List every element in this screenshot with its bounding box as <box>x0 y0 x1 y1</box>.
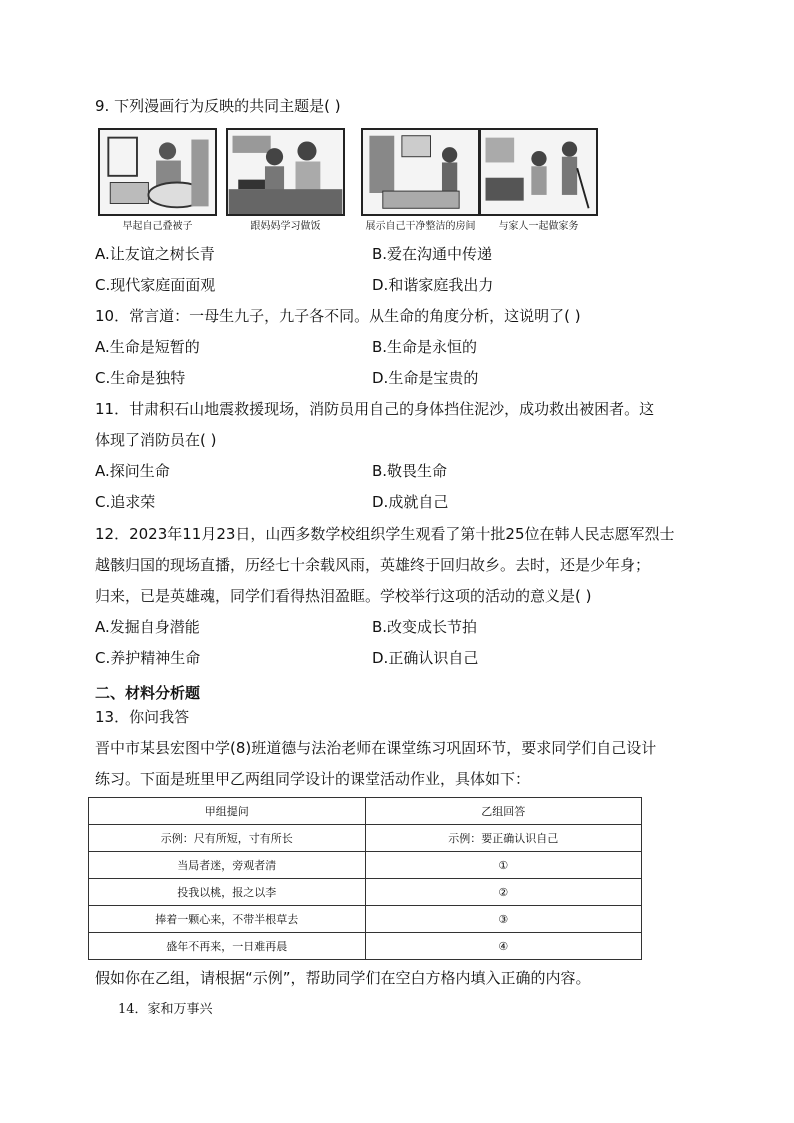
comic-illustration <box>100 130 215 214</box>
table-cell-question: 投我以桃，报之以李 <box>89 879 366 906</box>
q9-option-d: D.和谐家庭我出力 <box>372 276 494 294</box>
q13-intro-line-2: 练习。下面是班里甲乙两组同学设计的课堂活动作业，具体如下： <box>95 770 531 788</box>
table-row <box>89 852 642 879</box>
q12-option-b: B.改变成长节拍 <box>372 618 478 636</box>
q11-option-c: C.追求荣 <box>95 493 156 511</box>
q10-option-b: B.生命是永恒的 <box>372 338 478 356</box>
q12-stem-line-1: 12．2023年11月23日，山西多数学校组织学生观看了第十批25位在韩人民志愿军烈士 <box>95 525 675 543</box>
table-row <box>89 906 642 933</box>
q12-option-a: A.发掘自身潜能 <box>95 618 200 636</box>
q11-stem-line-1: 11．甘肃积石山地震救援现场，消防员用自己的身体挡住泥沙，成功救出被困者。这 <box>95 400 655 418</box>
table-header-row <box>89 798 642 825</box>
table-cell-answer: ③ <box>365 906 642 933</box>
table-cell-question: 盛年不再来，一日难再晨 <box>89 933 366 960</box>
table-row <box>89 825 642 852</box>
q12-stem-line-3: 归来，已是英雄魂，同学们看得热泪盈眶。学校举行这项的活动的意义是( ) <box>95 587 592 605</box>
comic-panel-housework <box>479 128 598 216</box>
q11-option-d: D.成就自己 <box>372 493 449 511</box>
table-header-cell: 甲组提问 <box>89 798 366 825</box>
comic-panel-clean-room <box>361 128 480 216</box>
q10-option-d: D.生命是宝贵的 <box>372 369 479 387</box>
q9-comic-strip <box>98 128 598 232</box>
q12-option-d: D.正确认识自己 <box>372 649 479 667</box>
q12-option-c: C.养护精神生命 <box>95 649 201 667</box>
comic-illustration <box>481 130 596 214</box>
table-cell-answer: ② <box>365 879 642 906</box>
section-heading: 二、材料分析题 <box>95 684 201 702</box>
q9-option-a: A.让友谊之树长青 <box>95 245 215 263</box>
table-cell-answer: 示例：要正确认识自己 <box>365 825 642 852</box>
q11-stem-line-2: 体现了消防员在( ) <box>95 431 217 449</box>
table-cell-answer: ④ <box>365 933 642 960</box>
q12-stem-line-2: 越骸归国的现场直播，历经七十余载风雨，英雄终于回归故乡。去时，还是少年身； <box>95 556 651 574</box>
table-header-cell: 乙组回答 <box>365 798 642 825</box>
table-cell-question: 示例：尺有所短，寸有所长 <box>89 825 366 852</box>
table-cell-question: 捧着一颗心来，不带半根草去 <box>89 906 366 933</box>
q13-intro-line-1: 晋中市某县宏图中学(8)班道德与法治老师在课堂练习巩固环节，要求同学们自己设计 <box>95 739 657 757</box>
table-cell-question: 当局者迷，旁观者清 <box>89 852 366 879</box>
q13-table <box>88 797 642 960</box>
q9-option-c: C.现代家庭面面观 <box>95 276 216 294</box>
q10-option-a: A.生命是短暂的 <box>95 338 200 356</box>
comic-panel-cooking <box>226 128 345 216</box>
table-cell-answer: ① <box>365 852 642 879</box>
comic-caption-3: 展示自己干净整洁的房间 <box>365 221 476 232</box>
q13-instruction: 假如你在乙组，请根据“示例”，帮助同学们在空白方格内填入正确的内容。 <box>95 969 591 987</box>
comic-caption-2: 跟妈妈学习做饭 <box>250 221 321 232</box>
q9-stem: 9. 下列漫画行为反映的共同主题是( ) <box>95 97 341 115</box>
q11-option-a: A.探问生命 <box>95 462 170 480</box>
table-row <box>89 879 642 906</box>
comic-caption-4: 与家人一起做家务 <box>498 221 579 232</box>
comic-illustration <box>363 130 478 214</box>
q14-title: 14．家和万事兴 <box>118 1002 213 1017</box>
q10-stem: 10．常言道：一母生九子，九子各不同。从生命的角度分析，这说明了( ) <box>95 307 581 325</box>
table-row <box>89 933 642 960</box>
q11-option-b: B.敬畏生命 <box>372 462 448 480</box>
comic-panel-fold-quilt <box>98 128 217 216</box>
q10-option-c: C.生命是独特 <box>95 369 186 387</box>
comic-caption-1: 早起自己叠被子 <box>122 221 193 232</box>
comic-illustration <box>228 130 343 214</box>
q13-title: 13．你问我答 <box>95 708 190 726</box>
q9-option-b: B.爱在沟通中传递 <box>372 245 493 263</box>
